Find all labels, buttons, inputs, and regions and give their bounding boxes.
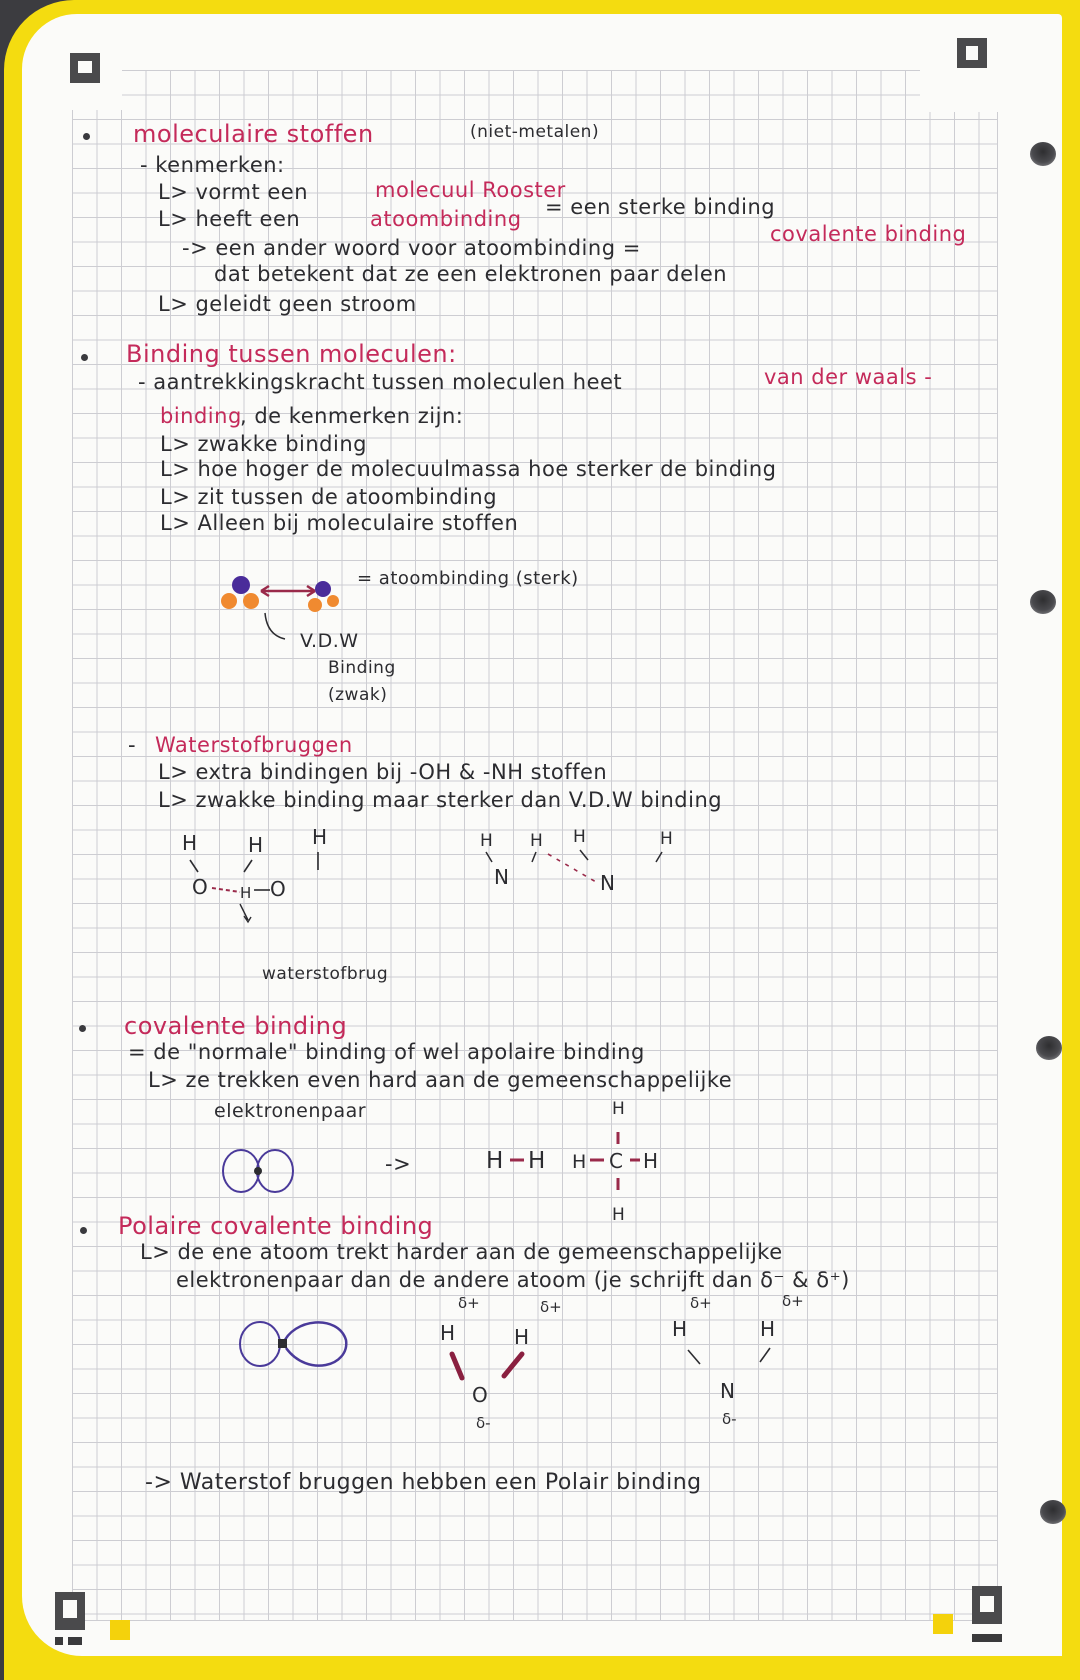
atom-icon bbox=[327, 595, 339, 607]
section-title: Waterstofbruggen bbox=[155, 733, 353, 757]
svg-text:δ+: δ+ bbox=[782, 1292, 804, 1310]
list-item: L> extra bindingen bij -OH & -NH stoffen bbox=[158, 760, 608, 784]
marker-dash-icon bbox=[55, 1637, 63, 1645]
yellow-square-marker bbox=[933, 1614, 953, 1634]
bullet-icon bbox=[79, 1025, 86, 1032]
svg-text:H: H bbox=[672, 1317, 688, 1341]
svg-text:H: H bbox=[660, 829, 673, 849]
water-hydrogen-bond-diagram bbox=[170, 820, 370, 950]
svg-text:H: H bbox=[514, 1325, 530, 1349]
highlight-term: molecuul Rooster bbox=[375, 178, 566, 202]
list-item: L> de ene atoom trekt harder aan de gemeenschappelijke bbox=[140, 1240, 783, 1264]
svg-text:H: H bbox=[572, 1151, 587, 1173]
svg-text:H: H bbox=[240, 884, 252, 902]
list-item: L> heeft een bbox=[158, 207, 301, 231]
svg-text:H: H bbox=[760, 1317, 776, 1341]
bullet-icon bbox=[83, 133, 90, 140]
svg-text:C: C bbox=[609, 1149, 623, 1173]
svg-text:H: H bbox=[248, 833, 264, 857]
svg-text:H: H bbox=[480, 831, 493, 851]
atom-icon bbox=[315, 581, 331, 597]
svg-text:H: H bbox=[440, 1321, 456, 1345]
list-item: L> hoe hoger de molecuulmassa hoe sterker de binding bbox=[160, 457, 777, 481]
svg-text:H: H bbox=[612, 1205, 625, 1225]
svg-text:δ+: δ+ bbox=[690, 1294, 712, 1312]
yellow-square-marker bbox=[110, 1620, 130, 1640]
pointer-arrow-icon bbox=[240, 904, 251, 922]
section-title: moleculaire stoffen bbox=[133, 120, 374, 148]
definition: = de "normale" binding of wel apolaire binding bbox=[128, 1040, 645, 1064]
svg-text:H: H bbox=[486, 1148, 504, 1174]
atoombinding-label: = atoombinding (sterk) bbox=[357, 568, 579, 589]
list-item: elektronenpaar bbox=[214, 1100, 367, 1122]
punch-hole bbox=[1036, 1036, 1062, 1060]
svg-text:H: H bbox=[643, 1149, 659, 1173]
covalent-formulas bbox=[480, 1090, 730, 1230]
svg-text:H: H bbox=[528, 1148, 546, 1174]
marker-dash-icon bbox=[68, 1637, 82, 1645]
kenmerken-label: - kenmerken: bbox=[140, 153, 285, 177]
atom-icon bbox=[232, 576, 250, 594]
highlight-term: atoombinding bbox=[370, 207, 522, 231]
vdw-label: (zwak) bbox=[328, 685, 388, 705]
highlight-term: van der waals - bbox=[764, 365, 933, 389]
atom-icon bbox=[243, 593, 259, 609]
bullet-icon bbox=[80, 1227, 87, 1234]
svg-text:N: N bbox=[494, 865, 509, 889]
atom-icon bbox=[308, 598, 322, 612]
highlight-term: covalente binding bbox=[770, 222, 967, 246]
list-item: L> zwakke binding bbox=[160, 432, 367, 456]
list-item: - aantrekkingskracht tussen moleculen heet bbox=[138, 370, 623, 394]
marker-dash-icon bbox=[972, 1634, 1002, 1642]
vdw-label: Binding bbox=[328, 658, 396, 678]
svg-text:N: N bbox=[720, 1379, 735, 1403]
sub-item: -> een ander woord voor atoombinding = bbox=[182, 236, 641, 260]
dash: - bbox=[128, 733, 137, 757]
double-arrow-icon bbox=[261, 586, 315, 596]
svg-text:δ-: δ- bbox=[722, 1410, 737, 1428]
svg-text:δ+: δ+ bbox=[458, 1294, 480, 1312]
svg-text:H: H bbox=[573, 827, 586, 847]
title-note: (niet-metalen) bbox=[470, 122, 600, 142]
svg-text:N: N bbox=[600, 871, 615, 895]
svg-text:δ-: δ- bbox=[476, 1414, 491, 1432]
water-polar-diagram bbox=[430, 1290, 590, 1435]
punch-hole bbox=[1040, 1500, 1066, 1524]
svg-text:H: H bbox=[182, 831, 198, 855]
polar-orbital-diagram bbox=[238, 1310, 358, 1380]
vdw-molecule-diagram bbox=[215, 565, 355, 625]
conclusion: -> Waterstof bruggen hebben een Polair binding bbox=[145, 1470, 702, 1495]
corner-marker-top-left-icon bbox=[70, 53, 100, 83]
svg-text:H: H bbox=[612, 1099, 625, 1119]
svg-text:O: O bbox=[192, 875, 208, 899]
sub-item: dat betekent dat ze een elektronen paar delen bbox=[214, 262, 728, 286]
ammonia-hydrogen-bond-diagram bbox=[470, 820, 690, 910]
list-item-suffix: = een sterke binding bbox=[545, 195, 776, 219]
corner-marker-bottom-right-icon bbox=[972, 1586, 1002, 1624]
apolar-orbital-diagram bbox=[220, 1147, 310, 1197]
punch-hole bbox=[1030, 590, 1056, 614]
diagram-label: waterstofbrug bbox=[262, 964, 389, 984]
list-item: L> vormt een bbox=[158, 180, 309, 204]
list-item: L> zwakke binding maar sterker dan V.D.W binding bbox=[158, 788, 723, 812]
svg-text:δ+: δ+ bbox=[540, 1298, 562, 1316]
list-item: L> Alleen bij moleculaire stoffen bbox=[160, 511, 519, 535]
list-item-suffix: , de kenmerken zijn: bbox=[240, 404, 464, 428]
list-item: L> ze trekken even hard aan de gemeenschappelijke bbox=[148, 1068, 733, 1092]
svg-text:O: O bbox=[270, 877, 286, 901]
section-title: covalente binding bbox=[124, 1012, 348, 1040]
corner-marker-bottom-left-icon bbox=[55, 1592, 85, 1630]
section-title: Polaire covalente binding bbox=[118, 1212, 434, 1240]
vdw-label: V.D.W bbox=[300, 630, 359, 652]
ammonia-polar-diagram bbox=[660, 1290, 820, 1435]
list-item: L> zit tussen de atoombinding bbox=[160, 485, 498, 509]
atom-icon bbox=[221, 593, 237, 609]
arrow-icon: -> bbox=[385, 1152, 412, 1176]
corner-marker-top-right-icon bbox=[957, 38, 987, 68]
list-item: L> geleidt geen stroom bbox=[158, 292, 417, 316]
bullet-icon bbox=[81, 354, 88, 361]
svg-text:O: O bbox=[472, 1383, 488, 1407]
highlight-term: binding bbox=[160, 404, 242, 428]
punch-hole bbox=[1030, 142, 1056, 166]
svg-text:H: H bbox=[530, 831, 543, 851]
list-item: elektronenpaar dan de andere atoom (je schrijft dan δ⁻ & δ⁺) bbox=[176, 1268, 850, 1292]
section-title: Binding tussen moleculen: bbox=[126, 340, 457, 368]
svg-text:H: H bbox=[312, 825, 328, 849]
